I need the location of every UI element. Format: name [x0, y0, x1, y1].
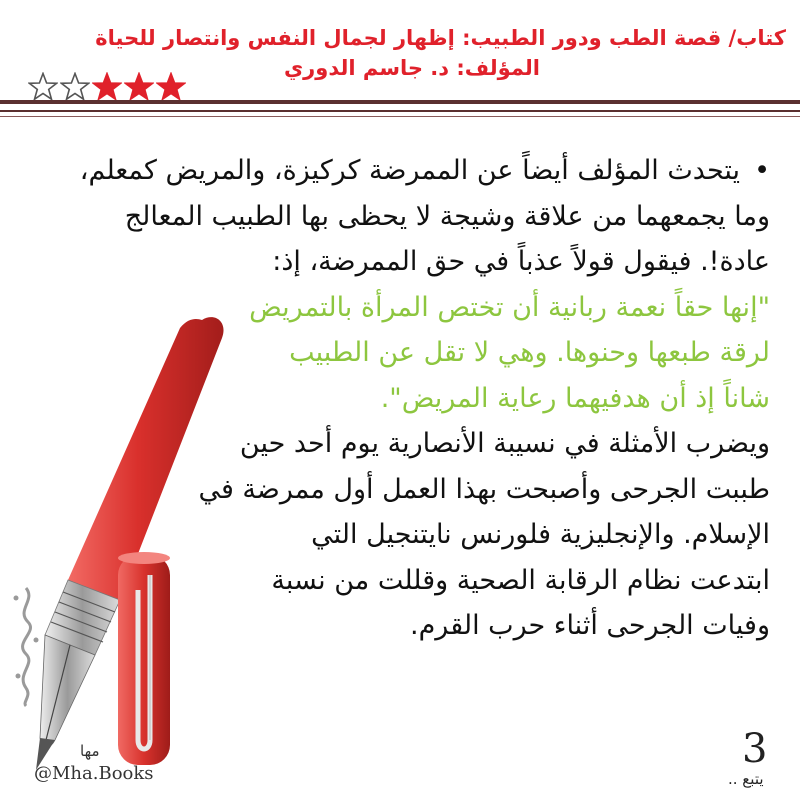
star-filled-icon [124, 72, 154, 102]
rating-stars [28, 72, 186, 102]
review-body [50, 148, 770, 649]
header-divider-secondary [0, 110, 800, 112]
book-author: المؤلف: د. جاسم الدوري [283, 56, 540, 80]
line-text: ويضرب الأمثلة في نسيبة الأنصارية يوم أحد حين [239, 428, 770, 459]
text-line [50, 148, 770, 194]
quote-line [50, 285, 770, 331]
line-text: "إنها حقاً نعمة ربانية أن تختص المرأة بالتمريض [249, 291, 770, 323]
text-line [50, 512, 770, 558]
text-line [50, 558, 770, 604]
continue-label: يتبع .. [728, 770, 764, 788]
line-text: ابتدعت نظام الرقابة الصحية وقللت من نسبة [271, 564, 770, 596]
line-text: يتحدث المؤلف أيضاً عن الممرضة كركيزة، والمريض كمعلم، [79, 155, 741, 186]
star-filled-icon [156, 72, 186, 102]
page-number: 3 [742, 726, 768, 772]
text-line [50, 194, 770, 240]
signature-watermark [6, 580, 46, 710]
text-line [50, 421, 770, 467]
quote-line [50, 330, 770, 376]
quote-line [50, 376, 770, 422]
line-text: وما يجمعهما من علاقة وشيجة لا يحظى بها الطبيب المعالج [124, 200, 770, 232]
text-line [50, 239, 770, 285]
account-handle: @Mha.Books [34, 763, 154, 784]
star-empty-icon [28, 72, 58, 102]
line-text: الإسلام. والإنجليزية فلورنس نايتنجيل التي [311, 519, 770, 550]
line-text: عادة!. فيقول قولاً عذباً في حق الممرضة، إذ: [272, 246, 770, 277]
line-text: وفيات الجرحى أثناء حرب القرم. [410, 610, 770, 641]
header [0, 0, 800, 90]
header-divider-thin [0, 116, 800, 117]
line-text: لرقة طبعها وحنوها. وهي لا تقل عن الطبيب [289, 337, 770, 368]
line-text: طببت الجرحى وأصبحت بهذا العمل أول ممرضة في [198, 473, 770, 505]
star-filled-icon [92, 72, 122, 102]
text-line [50, 603, 770, 649]
header-divider [0, 100, 800, 104]
bullet-icon: • [754, 155, 770, 186]
text-line [50, 467, 770, 513]
star-empty-icon [60, 72, 90, 102]
book-title: كتاب/ قصة الطب ودور الطبيب: إظهار لجمال النفس وانتصار للحياة [95, 26, 786, 50]
author-signature: مها [80, 742, 100, 760]
line-text: شاناً إذ أن هدفيهما رعاية المريض". [380, 382, 770, 414]
